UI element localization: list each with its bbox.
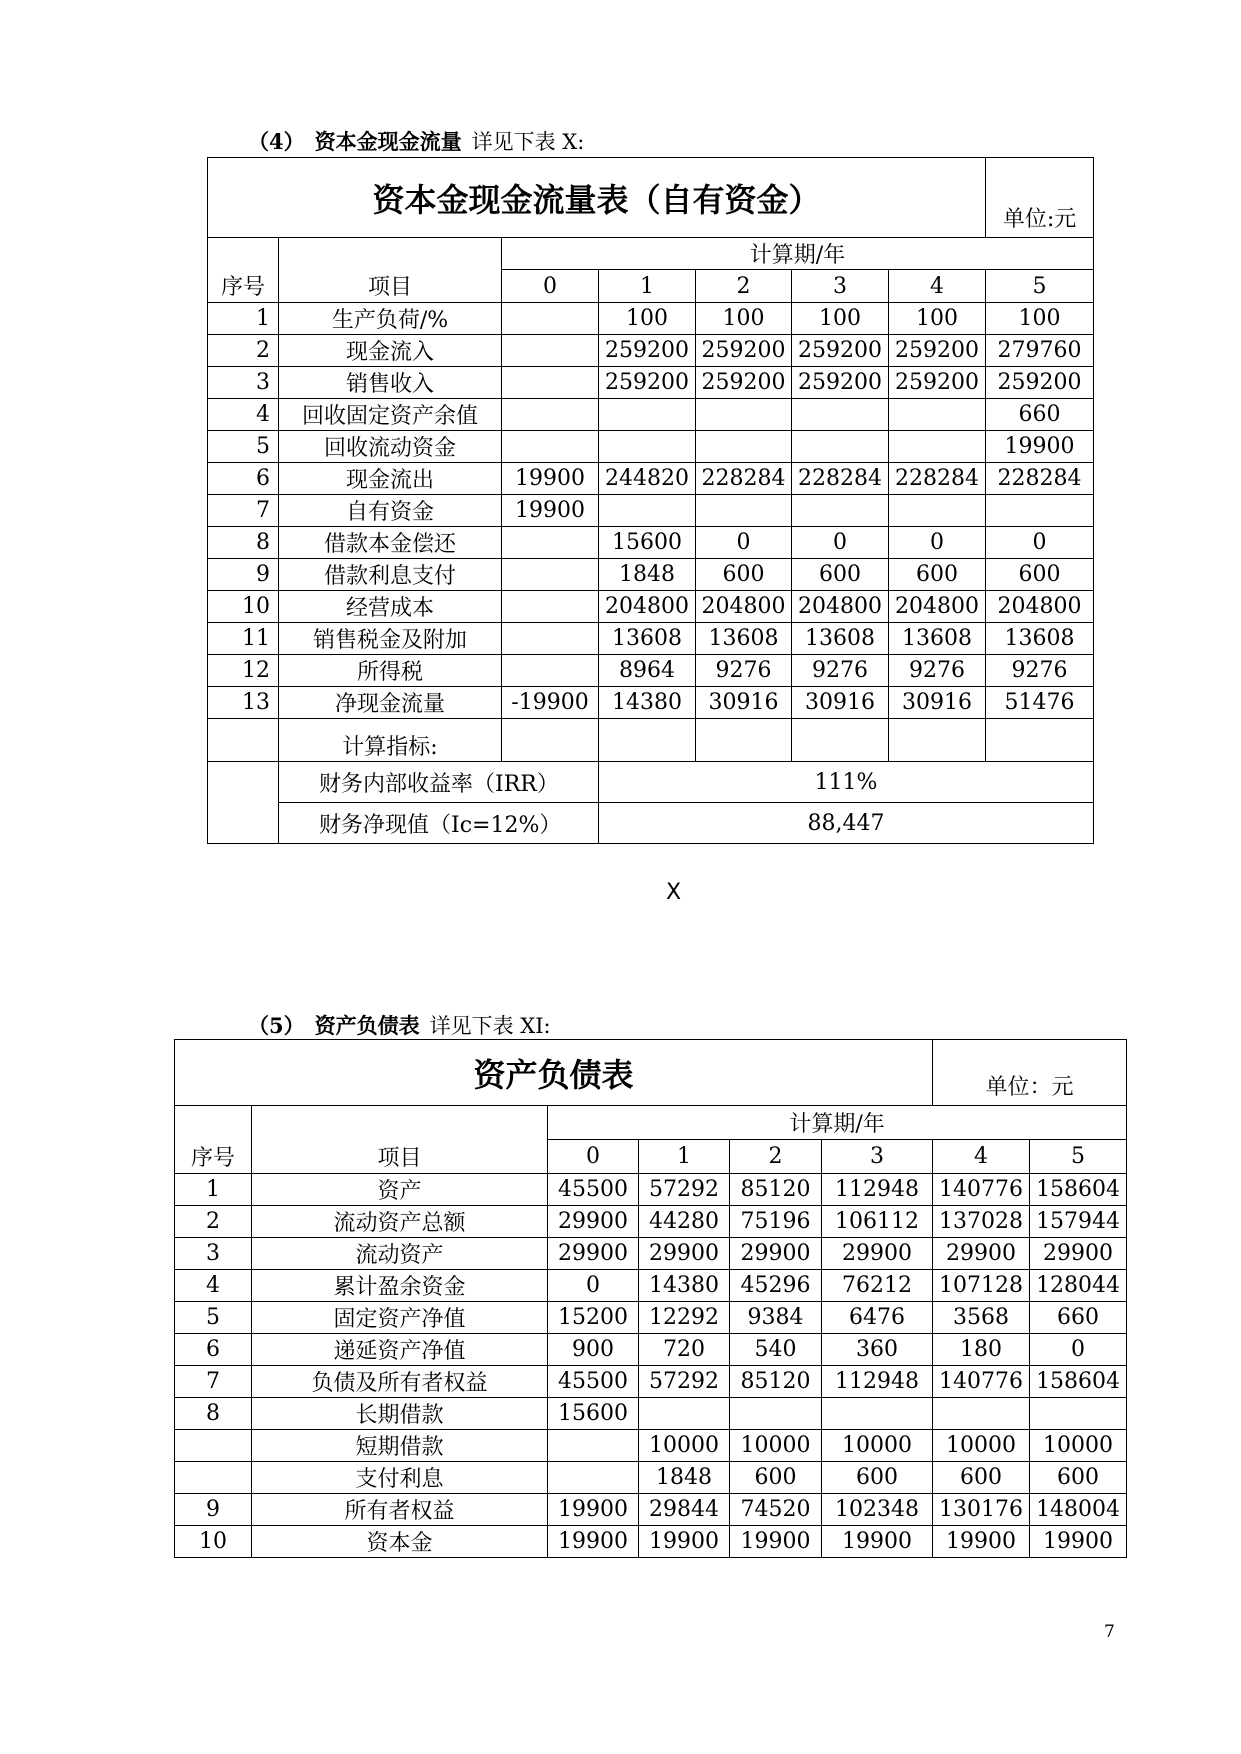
value-cell: 0: [696, 527, 792, 559]
row-item: 经营成本: [279, 591, 502, 623]
value-cell: [696, 495, 792, 527]
value-cell: 204800: [696, 591, 792, 623]
row-number: 3: [208, 367, 279, 399]
value-cell: 1848: [639, 1462, 730, 1494]
value-cell: 8964: [599, 655, 696, 687]
npv-row: [208, 803, 1094, 844]
value-cell: 128044: [1030, 1270, 1127, 1302]
value-cell: 9276: [986, 655, 1094, 687]
value-cell: 45500: [548, 1174, 639, 1206]
value-cell: [889, 431, 986, 463]
row-number: 6: [208, 463, 279, 495]
row-number: 12: [208, 655, 279, 687]
table-row: [175, 1302, 1127, 1334]
indicators-label: 计算指标:: [279, 719, 502, 762]
value-cell: 140776: [933, 1174, 1030, 1206]
year-header: 4: [889, 270, 986, 303]
value-cell: [986, 495, 1094, 527]
value-cell: 19900: [548, 1526, 639, 1558]
year-header: 2: [730, 1140, 822, 1174]
value-cell: [599, 495, 696, 527]
value-cell: 76212: [822, 1270, 933, 1302]
value-cell: 30916: [792, 687, 889, 719]
value-cell: 19900: [933, 1526, 1030, 1558]
row-item: 流动资产总额: [252, 1206, 548, 1238]
header-spacer: [175, 1106, 252, 1140]
table-row: [175, 1206, 1127, 1238]
value-cell: [599, 399, 696, 431]
table-row: [208, 527, 1094, 559]
table-caption: X: [666, 880, 682, 905]
row-number: 7: [208, 495, 279, 527]
value-cell: 102348: [822, 1494, 933, 1526]
value-cell: 19900: [502, 495, 599, 527]
value-cell: [548, 1462, 639, 1494]
header-spacer: [279, 238, 502, 270]
value-cell: 19900: [502, 463, 599, 495]
value-cell: 13608: [889, 623, 986, 655]
value-cell: 29900: [548, 1238, 639, 1270]
table-row: [175, 1366, 1127, 1398]
section-reference: 详见下表 XI:: [429, 1014, 551, 1038]
table-row: [175, 1494, 1127, 1526]
row-number: 13: [208, 687, 279, 719]
value-cell: 0: [548, 1270, 639, 1302]
value-cell: [502, 303, 599, 335]
value-cell: [1030, 1398, 1127, 1430]
value-cell: 13608: [599, 623, 696, 655]
value-cell: 75196: [730, 1206, 822, 1238]
row-number: 8: [175, 1398, 252, 1430]
value-cell: 10000: [1030, 1430, 1127, 1462]
row-number: 10: [175, 1526, 252, 1558]
value-cell: 259200: [986, 367, 1094, 399]
table-row: [208, 399, 1094, 431]
value-cell: 57292: [639, 1174, 730, 1206]
row-item: 固定资产净值: [252, 1302, 548, 1334]
balance-sheet-table: [174, 1039, 1127, 1558]
value-cell: 900: [548, 1334, 639, 1366]
value-cell: 259200: [889, 367, 986, 399]
table-row: [175, 1238, 1127, 1270]
row-number: 11: [208, 623, 279, 655]
value-cell: 100: [599, 303, 696, 335]
value-cell: [502, 591, 599, 623]
value-cell: 660: [986, 399, 1094, 431]
row-item: 长期借款: [252, 1398, 548, 1430]
row-number: 4: [208, 399, 279, 431]
value-cell: 9276: [792, 655, 889, 687]
value-cell: [696, 431, 792, 463]
value-cell: 14380: [599, 687, 696, 719]
table-row: [175, 1174, 1127, 1206]
value-cell: 259200: [792, 367, 889, 399]
year-header: 5: [1030, 1140, 1127, 1174]
row-item: 累计盈余资金: [252, 1270, 548, 1302]
table-row: [208, 335, 1094, 367]
row-item: 负债及所有者权益: [252, 1366, 548, 1398]
value-cell: 12292: [639, 1302, 730, 1334]
column-header-no: 序号: [208, 270, 279, 303]
value-cell: [639, 1398, 730, 1430]
year-header: 0: [548, 1140, 639, 1174]
row-number: 6: [175, 1334, 252, 1366]
row-item: 支付利息: [252, 1462, 548, 1494]
value-cell: 279760: [986, 335, 1094, 367]
value-cell: 130176: [933, 1494, 1030, 1526]
row-number: 5: [208, 431, 279, 463]
value-cell: 204800: [889, 591, 986, 623]
column-header-no: 序号: [175, 1140, 252, 1174]
value-cell: 9384: [730, 1302, 822, 1334]
value-cell: 600: [792, 559, 889, 591]
value-cell: 0: [889, 527, 986, 559]
value-cell: 13608: [986, 623, 1094, 655]
year-header: 4: [933, 1140, 1030, 1174]
value-cell: 540: [730, 1334, 822, 1366]
value-cell: [599, 719, 696, 762]
row-item: 所得税: [279, 655, 502, 687]
section-number: （5）: [248, 1013, 305, 1038]
value-cell: [502, 335, 599, 367]
value-cell: 6476: [822, 1302, 933, 1334]
row-number: 2: [208, 335, 279, 367]
value-cell: 19900: [822, 1526, 933, 1558]
value-cell: [696, 399, 792, 431]
value-cell: 10000: [639, 1430, 730, 1462]
period-header: 计算期/年: [502, 238, 1094, 270]
row-item: 销售收入: [279, 367, 502, 399]
value-cell: 29900: [548, 1206, 639, 1238]
value-cell: [502, 559, 599, 591]
row-number: 9: [175, 1494, 252, 1526]
value-cell: 19900: [730, 1526, 822, 1558]
value-cell: 259200: [889, 335, 986, 367]
value-cell: [933, 1398, 1030, 1430]
table-row: [175, 1398, 1127, 1430]
value-cell: 29900: [822, 1238, 933, 1270]
value-cell: 30916: [889, 687, 986, 719]
value-cell: 259200: [792, 335, 889, 367]
table-row: [175, 1270, 1127, 1302]
table-row: [175, 1430, 1127, 1462]
unit-label: 单位:元: [986, 158, 1094, 238]
value-cell: 57292: [639, 1366, 730, 1398]
value-cell: 600: [696, 559, 792, 591]
row-item: 借款利息支付: [279, 559, 502, 591]
row-item: 资产: [252, 1174, 548, 1206]
value-cell: 1848: [599, 559, 696, 591]
value-cell: 204800: [986, 591, 1094, 623]
value-cell: 148004: [1030, 1494, 1127, 1526]
row-item: 现金流入: [279, 335, 502, 367]
value-cell: 15600: [548, 1398, 639, 1430]
value-cell: 228284: [696, 463, 792, 495]
table-row: [175, 1526, 1127, 1558]
value-cell: 112948: [822, 1366, 933, 1398]
section-number: （4）: [248, 129, 305, 154]
value-cell: 19900: [639, 1526, 730, 1558]
value-cell: 29900: [1030, 1238, 1127, 1270]
year-header: 3: [792, 270, 889, 303]
value-cell: 13608: [792, 623, 889, 655]
value-cell: 600: [1030, 1462, 1127, 1494]
value-cell: 259200: [599, 335, 696, 367]
value-cell: 228284: [986, 463, 1094, 495]
value-cell: 10000: [730, 1430, 822, 1462]
row-item: 所有者权益: [252, 1494, 548, 1526]
table-row: [208, 463, 1094, 495]
table-row: [175, 1462, 1127, 1494]
row-item: 销售税金及附加: [279, 623, 502, 655]
value-cell: 720: [639, 1334, 730, 1366]
value-cell: 29900: [933, 1238, 1030, 1270]
value-cell: [502, 367, 599, 399]
table-row: [208, 623, 1094, 655]
value-cell: 0: [986, 527, 1094, 559]
value-cell: 112948: [822, 1174, 933, 1206]
value-cell: -19900: [502, 687, 599, 719]
row-number: [208, 719, 279, 762]
unit-label: 单位：元: [933, 1040, 1127, 1106]
row-number: 4: [175, 1270, 252, 1302]
table-row: [208, 591, 1094, 623]
irr-row: [208, 762, 1094, 803]
row-item: 流动资产: [252, 1238, 548, 1270]
row-item: 资本金: [252, 1526, 548, 1558]
value-cell: 228284: [889, 463, 986, 495]
column-header-item: 项目: [279, 270, 502, 303]
value-cell: 204800: [792, 591, 889, 623]
value-cell: 74520: [730, 1494, 822, 1526]
value-cell: 106112: [822, 1206, 933, 1238]
value-cell: [548, 1430, 639, 1462]
row-item: 回收流动资金: [279, 431, 502, 463]
value-cell: 259200: [696, 335, 792, 367]
value-cell: [502, 655, 599, 687]
value-cell: 259200: [696, 367, 792, 399]
table-row: [208, 559, 1094, 591]
value-cell: 29900: [639, 1238, 730, 1270]
value-cell: 600: [730, 1462, 822, 1494]
row-item: 借款本金偿还: [279, 527, 502, 559]
value-cell: 85120: [730, 1366, 822, 1398]
table-row: [208, 687, 1094, 719]
value-cell: 100: [696, 303, 792, 335]
value-cell: [792, 495, 889, 527]
value-cell: 51476: [986, 687, 1094, 719]
value-cell: [502, 719, 599, 762]
value-cell: 259200: [599, 367, 696, 399]
value-cell: [792, 431, 889, 463]
value-cell: 44280: [639, 1206, 730, 1238]
row-item: 回收固定资产余值: [279, 399, 502, 431]
table-row: [208, 303, 1094, 335]
value-cell: [889, 719, 986, 762]
value-cell: 0: [1030, 1334, 1127, 1366]
row-item: 自有资金: [279, 495, 502, 527]
value-cell: 3568: [933, 1302, 1030, 1334]
year-header: 2: [696, 270, 792, 303]
value-cell: 100: [792, 303, 889, 335]
table-row: [175, 1334, 1127, 1366]
value-cell: 85120: [730, 1174, 822, 1206]
indicators-row: [208, 719, 1094, 762]
value-cell: 19900: [986, 431, 1094, 463]
value-cell: 228284: [792, 463, 889, 495]
row-number: [175, 1462, 252, 1494]
year-header: 1: [639, 1140, 730, 1174]
period-header: 计算期/年: [548, 1106, 1127, 1140]
row-number: 10: [208, 591, 279, 623]
value-cell: 360: [822, 1334, 933, 1366]
value-cell: 100: [986, 303, 1094, 335]
value-cell: 140776: [933, 1366, 1030, 1398]
table-row: [208, 655, 1094, 687]
value-cell: 30916: [696, 687, 792, 719]
header-spacer: [208, 238, 279, 270]
row-item: 短期借款: [252, 1430, 548, 1462]
section-name: 资本金现金流量: [314, 129, 462, 154]
row-number: 1: [175, 1174, 252, 1206]
header-spacer: [252, 1106, 548, 1140]
value-cell: 100: [889, 303, 986, 335]
value-cell: 15600: [599, 527, 696, 559]
row-number: 3: [175, 1238, 252, 1270]
value-cell: 107128: [933, 1270, 1030, 1302]
value-cell: [502, 399, 599, 431]
value-cell: 600: [933, 1462, 1030, 1494]
row-number: 9: [208, 559, 279, 591]
section-4-heading: [248, 126, 584, 156]
value-cell: 600: [889, 559, 986, 591]
irr-label: 财务内部收益率（IRR）: [279, 762, 599, 803]
row-number: [175, 1430, 252, 1462]
row-number: 7: [175, 1366, 252, 1398]
value-cell: 157944: [1030, 1206, 1127, 1238]
year-header: 1: [599, 270, 696, 303]
value-cell: [502, 431, 599, 463]
table-row: [208, 495, 1094, 527]
balance-table-title: 资产负债表: [175, 1040, 933, 1106]
cashflow-table-title: 资本金现金流量表（自有资金）: [208, 158, 986, 238]
row-number: [208, 803, 279, 844]
table-row: [208, 367, 1094, 399]
value-cell: [822, 1398, 933, 1430]
value-cell: [986, 719, 1094, 762]
value-cell: [730, 1398, 822, 1430]
year-header: 3: [822, 1140, 933, 1174]
value-cell: 660: [1030, 1302, 1127, 1334]
value-cell: [792, 399, 889, 431]
column-header-item: 项目: [252, 1140, 548, 1174]
value-cell: [696, 719, 792, 762]
row-number: 1: [208, 303, 279, 335]
value-cell: 180: [933, 1334, 1030, 1366]
year-header: 5: [986, 270, 1094, 303]
value-cell: 158604: [1030, 1174, 1127, 1206]
value-cell: 29844: [639, 1494, 730, 1526]
section-reference: 详见下表 X:: [471, 130, 585, 154]
value-cell: 600: [822, 1462, 933, 1494]
page-number: 7: [1104, 1622, 1115, 1642]
value-cell: [792, 719, 889, 762]
table-row: [208, 431, 1094, 463]
value-cell: 244820: [599, 463, 696, 495]
value-cell: 13608: [696, 623, 792, 655]
row-item: 净现金流量: [279, 687, 502, 719]
irr-value: 111%: [599, 762, 1094, 803]
row-number: 5: [175, 1302, 252, 1334]
row-item: 现金流出: [279, 463, 502, 495]
value-cell: 600: [986, 559, 1094, 591]
value-cell: 204800: [599, 591, 696, 623]
row-item: 生产负荷/%: [279, 303, 502, 335]
value-cell: 19900: [1030, 1526, 1127, 1558]
value-cell: 0: [792, 527, 889, 559]
value-cell: [889, 399, 986, 431]
row-number: [208, 762, 279, 803]
cashflow-table: [207, 157, 1094, 844]
value-cell: 45500: [548, 1366, 639, 1398]
npv-value: 88,447: [599, 803, 1094, 844]
value-cell: [502, 623, 599, 655]
value-cell: 15200: [548, 1302, 639, 1334]
value-cell: [599, 431, 696, 463]
value-cell: 9276: [889, 655, 986, 687]
value-cell: 10000: [822, 1430, 933, 1462]
row-number: 2: [175, 1206, 252, 1238]
value-cell: 137028: [933, 1206, 1030, 1238]
value-cell: 158604: [1030, 1366, 1127, 1398]
value-cell: 14380: [639, 1270, 730, 1302]
value-cell: 10000: [933, 1430, 1030, 1462]
value-cell: 45296: [730, 1270, 822, 1302]
value-cell: 19900: [548, 1494, 639, 1526]
row-number: 8: [208, 527, 279, 559]
value-cell: [502, 527, 599, 559]
value-cell: 9276: [696, 655, 792, 687]
section-5-heading: [248, 1010, 551, 1040]
section-name: 资产负债表: [314, 1013, 420, 1038]
year-header: 0: [502, 270, 599, 303]
row-item: 递延资产净值: [252, 1334, 548, 1366]
npv-label: 财务净现值（Ic=12%）: [279, 803, 599, 844]
value-cell: [889, 495, 986, 527]
value-cell: 29900: [730, 1238, 822, 1270]
